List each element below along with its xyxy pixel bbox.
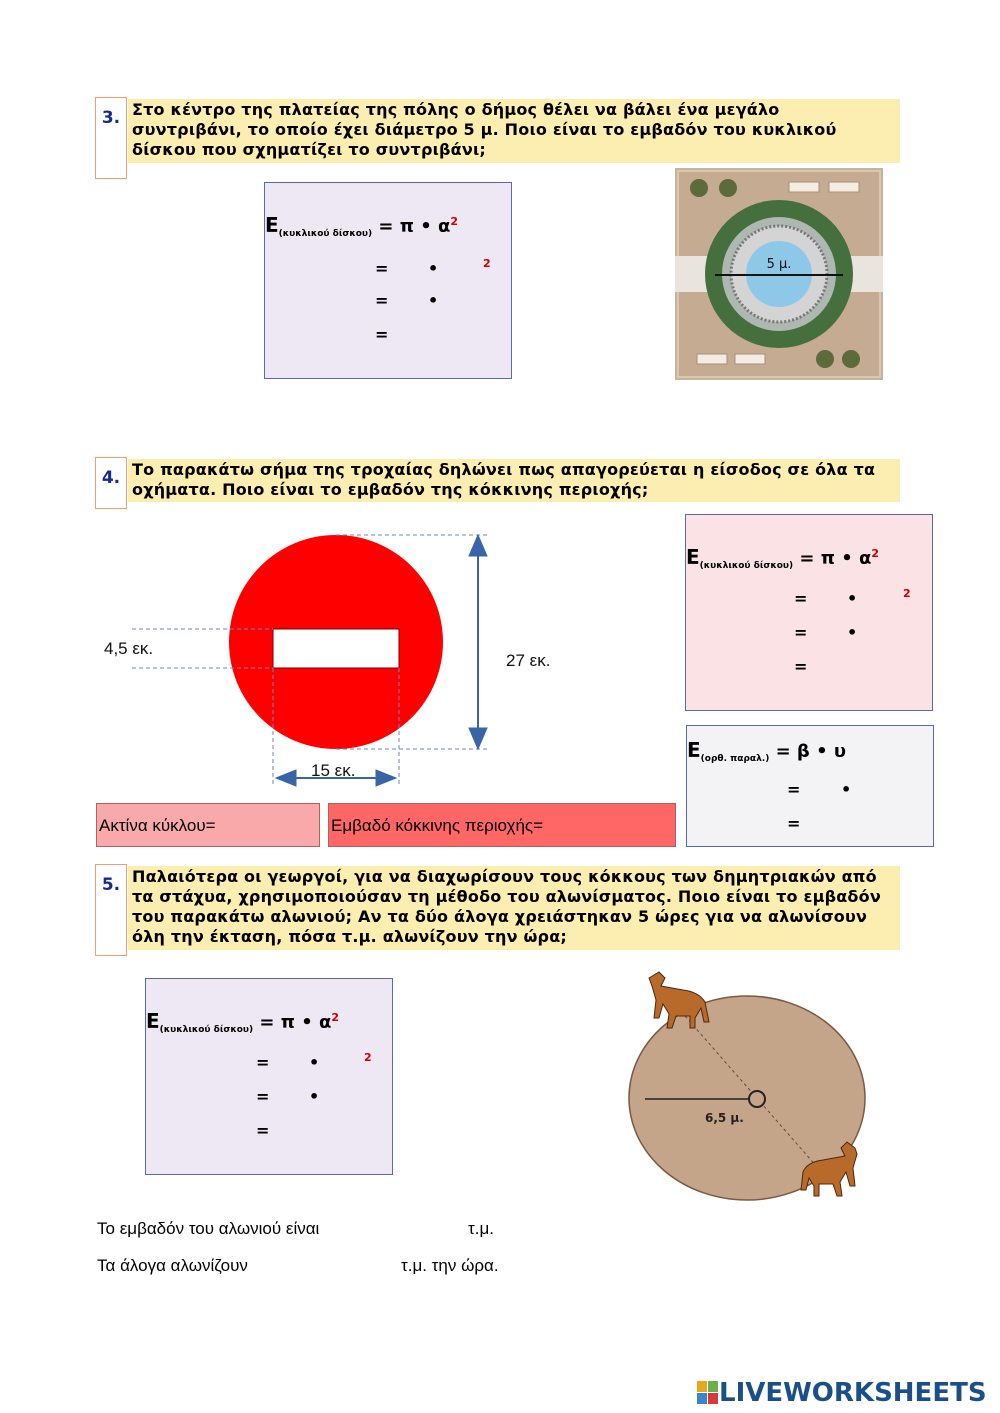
equals-sign: = <box>794 589 808 608</box>
q4-rect-input-a[interactable] <box>805 779 839 797</box>
q5-input-1a[interactable] <box>276 1052 308 1070</box>
q5-input-2b[interactable] <box>322 1086 362 1104</box>
exponent-2: 2 <box>483 257 491 270</box>
answer1-unit: τ.μ. <box>468 1219 494 1238</box>
q5-input-2a[interactable] <box>276 1086 308 1104</box>
question-5-line3: του παρακάτω αλωνιού; Αν τα δύο άλογα χρειάστηκαν 5 ώρες για να αλωνίσουν <box>132 907 868 926</box>
q5-calc-box <box>145 978 393 1175</box>
q5-input-result[interactable] <box>276 1120 360 1138</box>
q4-input-result[interactable] <box>814 656 898 674</box>
question-4-line2: οχήματα. Ποιο είναι το εμβαδόν της κόκκινης περιοχής; <box>132 480 649 499</box>
answer2-label: Τα άλογα αλωνίζουν <box>97 1256 248 1275</box>
question-3-line3: δίσκου που σχηματίζει το συντριβάνι; <box>132 140 487 159</box>
equals-sign: = <box>256 1087 270 1106</box>
sign-white-bar <box>273 629 399 668</box>
answer2-input[interactable] <box>284 1253 400 1277</box>
threshing-floor-image <box>625 968 883 1208</box>
diameter-arrow <box>469 535 487 749</box>
answer1-label: Το εμβαδόν του αλωνιού είναι <box>97 1219 320 1238</box>
red-area-label: Εμβαδό κόκκινης περιοχής= <box>331 816 544 835</box>
answer1-input[interactable] <box>364 1216 468 1240</box>
q4-input-1b[interactable] <box>860 588 900 606</box>
red-area-answer-box[interactable] <box>328 803 676 847</box>
rectangle-area-formula: $E_{(o\rho\theta. \pi\alpha\rho\alpha\lambda.)} = \beta$ • υ <box>687 738 847 764</box>
q4-input-1a[interactable] <box>814 588 846 606</box>
multiply-dot: • <box>428 259 439 278</box>
q5-input-1b[interactable] <box>322 1052 362 1070</box>
question-3-line1: Στο κέντρο της πλατείας της πόλης ο δήμος θέλει να βάλει ένα μεγάλο <box>132 100 780 119</box>
liveworksheets-logo-text: LIVEWORKSHEETS <box>719 1378 987 1408</box>
liveworksheets-logo-icon <box>697 1380 719 1406</box>
question-5-line4: όλη την έκταση, πόσα τ.μ. αλωνίζουν την ώρα; <box>132 927 568 946</box>
circle-area-formula: $E_{(\kappa\upsilon\kappa\lambda\iota\kappa oύ \delta ί\sigma\kappa o\upsilon)} = \pi$ • $\alpha^2$ <box>146 1009 340 1035</box>
liveworksheets-logo <box>697 1378 987 1408</box>
q4-circle-calc-box <box>685 514 933 711</box>
q4-rect-input-b[interactable] <box>855 779 899 797</box>
q3-input-result[interactable] <box>395 324 479 342</box>
multiply-dot: • <box>847 589 858 608</box>
q3-input-1a[interactable] <box>395 257 427 275</box>
equals-sign: = <box>375 325 389 344</box>
q4-rectangle-calc-box <box>686 725 934 847</box>
question-3-text <box>128 99 900 163</box>
equals-sign: = <box>375 291 389 310</box>
radius-label: Ακτίνα κύκλου= <box>99 816 216 835</box>
radius-answer-box[interactable] <box>96 803 320 847</box>
no-entry-sign-diagram <box>96 528 576 790</box>
q3-calc-box <box>264 182 512 379</box>
q4-rect-input-result[interactable] <box>805 813 899 831</box>
question-number-3: 3. <box>95 97 127 179</box>
multiply-dot: • <box>309 1087 320 1106</box>
equals-sign: = <box>794 657 808 676</box>
bar-width-label: 15 εκ. <box>311 761 356 780</box>
q4-input-2b[interactable] <box>860 622 900 640</box>
equals-sign: = <box>256 1053 270 1072</box>
bar-height-label: 4,5 εκ. <box>104 639 154 658</box>
exponent-2: 2 <box>364 1051 372 1064</box>
multiply-dot: • <box>841 780 852 799</box>
multiply-dot: • <box>428 291 439 310</box>
question-4-line1: Το παρακάτω σήμα της τροχαίας δηλώνει πως απαγορεύεται η είσοδος σε όλα τα <box>132 460 876 479</box>
question-5-line2: τα στάχυα, χρησιμοποιούσαν τη μέθοδο του αλωνίσματος. Ποιο είναι το εμβαδόν <box>132 887 881 906</box>
equals-sign: = <box>787 780 801 799</box>
q3-input-2a[interactable] <box>395 290 427 308</box>
equals-sign: = <box>787 814 801 833</box>
exponent-2: 2 <box>903 587 911 600</box>
multiply-dot: • <box>309 1053 320 1072</box>
circle-area-formula: $E_{(\kappa\upsilon\kappa\lambda\iota\kappa oύ \delta ί\sigma\kappa o\upsilon)} = \pi$ • $\alpha^2$ <box>265 213 459 239</box>
question-5-line1: Παλαιότερα οι γεωργοί, για να διαχωρίσουν τους κόκκους των δημητριακών από <box>132 867 877 886</box>
equals-sign: = <box>256 1121 270 1140</box>
q3-input-1b[interactable] <box>441 257 481 275</box>
circle-area-formula: $E_{(\kappa\upsilon\kappa\lambda\iota\kappa oύ \delta ί\sigma\kappa o\upsilon)} = \pi$ • $\alpha^2$ <box>686 545 880 571</box>
diameter-label: 27 εκ. <box>506 651 551 670</box>
question-4-text <box>128 459 900 502</box>
multiply-dot: • <box>847 623 858 642</box>
q4-input-2a[interactable] <box>814 622 846 640</box>
equals-sign: = <box>375 259 389 278</box>
floor-radius-label: 6,5 μ. <box>705 1111 744 1125</box>
question-number-4: 4. <box>95 457 127 509</box>
fountain-diameter-label: 5 μ. <box>766 257 792 272</box>
equals-sign: = <box>794 623 808 642</box>
answer2-unit: τ.μ. την ώρα. <box>401 1256 499 1275</box>
question-5-text <box>128 866 900 950</box>
q3-input-2b[interactable] <box>441 290 481 308</box>
question-3-line2: συντριβάνι, το οποίο έχει διάμετρο 5 μ. Ποιο είναι το εμβαδόν του κυκλικού <box>132 120 837 139</box>
fountain-plaza-image <box>675 168 883 380</box>
question-number-5: 5. <box>95 864 127 956</box>
